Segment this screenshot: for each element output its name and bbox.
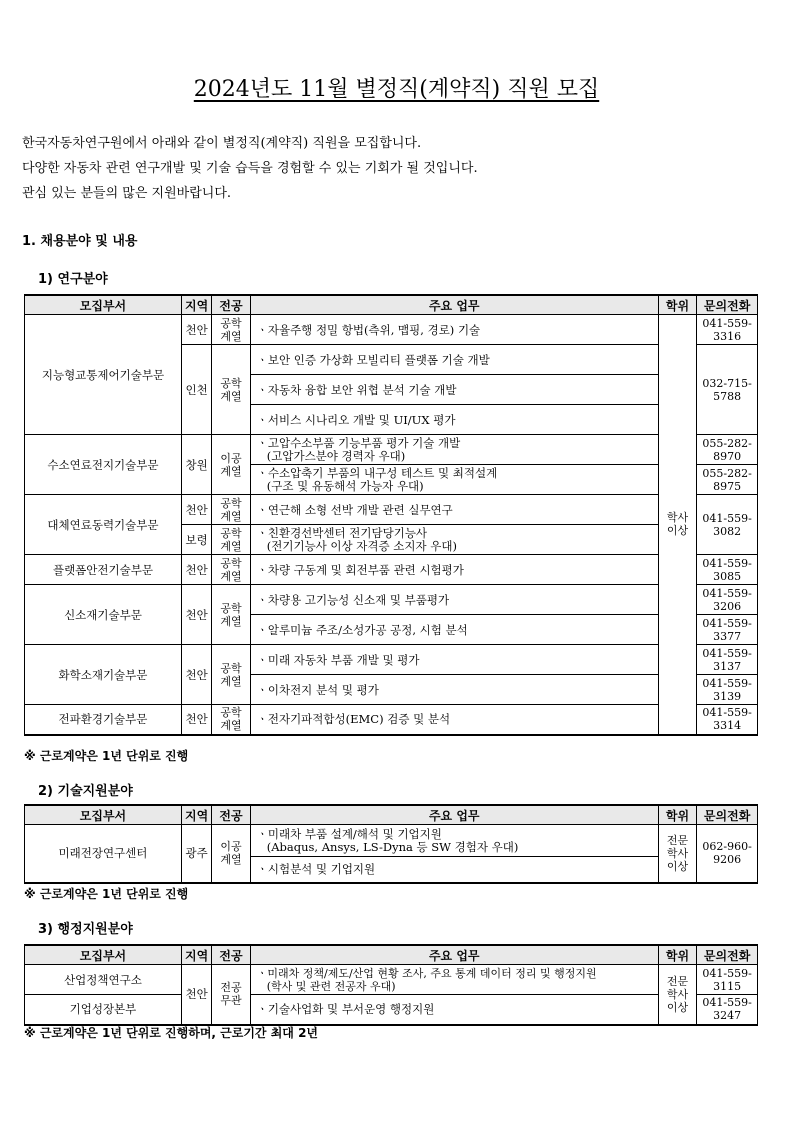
header-dept: 모집부서 xyxy=(25,945,182,965)
duty-line: ㆍ고압수소부품 기능부품 평가 기술 개발 xyxy=(256,435,461,450)
table-row xyxy=(25,995,758,1025)
region-cell: 천안 xyxy=(181,495,211,525)
duty-cell: ㆍ알루미늄 주조/소성가공 공정, 시험 분석 xyxy=(250,615,658,645)
duty-cell: ㆍ자동차 융합 보안 위협 분석 기술 개발 xyxy=(250,375,658,405)
dept-cell: 미래전장연구센터 xyxy=(25,825,182,883)
dept-cell: 지능형교통제어기술부문 xyxy=(25,315,182,435)
region-cell: 천안 xyxy=(181,965,211,1025)
header-degree: 학위 xyxy=(658,805,696,825)
header-duty: 주요 업무 xyxy=(250,805,658,825)
contract-note: ※ 근로계약은 1년 단위로 진행하며, 근로기간 최대 2년 xyxy=(24,1026,319,1040)
duty-cell xyxy=(250,435,658,465)
header-region: 지역 xyxy=(181,805,211,825)
phone-cell: 055-282-8975 xyxy=(697,465,758,495)
region-cell: 천안 xyxy=(181,585,211,645)
duty-note: (전기기능사 이상 자격증 소지자 우대) xyxy=(266,538,457,553)
table-header-row xyxy=(25,295,758,315)
table-header-row xyxy=(25,945,758,965)
contract-note: ※ 근로계약은 1년 단위로 진행 xyxy=(24,887,189,901)
duty-cell xyxy=(250,525,658,555)
research-table xyxy=(24,294,758,736)
duty-note: (고압가스분야 경력자 우대) xyxy=(266,448,406,463)
major-cell: 공학 계열 xyxy=(212,555,250,585)
header-degree: 학위 xyxy=(658,295,696,315)
dept-cell: 기업성장본부 xyxy=(25,995,182,1025)
duty-note: (학사 및 관련 전공자 우대) xyxy=(266,979,396,993)
header-dept: 모집부서 xyxy=(25,295,182,315)
duty-cell xyxy=(250,465,658,495)
major-cell: 공학 계열 xyxy=(212,585,250,645)
dept-cell: 대체연료동력기술부문 xyxy=(25,495,182,555)
table-row xyxy=(25,645,758,675)
duty-note: (Abaqus, Ansys, LS-Dyna 등 SW 경험자 우대) xyxy=(266,839,519,854)
degree-cell: 학사 이상 xyxy=(658,315,696,735)
header-major: 전공 xyxy=(212,805,250,825)
header-duty: 주요 업무 xyxy=(250,945,658,965)
phone-cell: 041-559-3377 xyxy=(697,615,758,645)
major-cell: 공학 계열 xyxy=(212,705,250,735)
header-degree: 학위 xyxy=(658,945,696,965)
dept-cell: 전파환경기술부문 xyxy=(25,705,182,735)
region-cell: 창원 xyxy=(181,435,211,495)
table-row xyxy=(25,705,758,735)
phone-cell: 041-559-3314 xyxy=(697,705,758,735)
header-duty: 주요 업무 xyxy=(250,295,658,315)
region-cell: 천안 xyxy=(181,645,211,705)
region-cell: 보령 xyxy=(181,525,211,555)
major-cell: 공학 계열 xyxy=(212,345,250,435)
table-row xyxy=(25,435,758,465)
header-region: 지역 xyxy=(181,295,211,315)
duty-line: ㆍ수소압축기 부품의 내구성 테스트 및 최적설계 xyxy=(256,465,498,480)
research-heading: 1) 연구분야 xyxy=(38,272,108,287)
duty-note: (구조 및 유동해석 가능자 우대) xyxy=(266,478,424,493)
tech-heading: 2) 기술지원분야 xyxy=(38,784,133,799)
phone-cell: 041-559-3247 xyxy=(697,995,758,1025)
major-cell: 공학 계열 xyxy=(212,495,250,525)
contract-note: ※ 근로계약은 1년 단위로 진행 xyxy=(24,749,189,763)
header-major: 전공 xyxy=(212,295,250,315)
region-cell: 천안 xyxy=(181,705,211,735)
table-row xyxy=(25,555,758,585)
admin-table xyxy=(24,944,758,1026)
major-cell: 공학 계열 xyxy=(212,315,250,345)
region-cell: 천안 xyxy=(181,555,211,585)
phone-cell: 041-559-3316 xyxy=(697,315,758,345)
duty-cell: ㆍ자율주행 정밀 항법(측위, 맵핑, 경로) 기술 xyxy=(250,315,658,345)
phone-cell: 041-559-3115 xyxy=(697,965,758,995)
table-row xyxy=(25,495,758,525)
region-cell: 천안 xyxy=(181,315,211,345)
major-cell: 이공 계열 xyxy=(212,435,250,495)
duty-cell: ㆍ차량 구동계 및 회전부품 관련 시험평가 xyxy=(250,555,658,585)
major-cell: 이공 계열 xyxy=(212,825,250,883)
phone-cell: 062-960-9206 xyxy=(697,825,758,883)
table-row xyxy=(25,315,758,345)
table-row xyxy=(25,965,758,995)
duty-cell xyxy=(250,965,658,995)
phone-cell: 041-559-3139 xyxy=(697,675,758,705)
header-phone: 문의전화 xyxy=(697,295,758,315)
duty-cell: ㆍ서비스 시나리오 개발 및 UI/UX 평가 xyxy=(250,405,658,435)
intro-text xyxy=(22,131,478,206)
intro-line: 다양한 자동차 관련 연구개발 및 기술 습득을 경험할 수 있는 기회가 될 것입니다. xyxy=(22,161,478,176)
major-cell: 공학 계열 xyxy=(212,525,250,555)
table-header-row xyxy=(25,805,758,825)
admin-heading: 3) 행정지원분야 xyxy=(38,922,133,937)
header-major: 전공 xyxy=(212,945,250,965)
phone-cell: 041-559-3082 xyxy=(697,495,758,555)
phone-cell: 041-559-3206 xyxy=(697,585,758,615)
header-phone: 문의전화 xyxy=(697,945,758,965)
region-cell: 광주 xyxy=(181,825,211,883)
phone-cell: 032-715-5788 xyxy=(697,345,758,435)
phone-cell: 041-559-3137 xyxy=(697,645,758,675)
duty-cell: ㆍ보안 인증 가상화 모빌리티 플랫폼 기술 개발 xyxy=(250,345,658,375)
region-cell: 인천 xyxy=(181,345,211,435)
phone-cell: 055-282-8970 xyxy=(697,435,758,465)
table-row xyxy=(25,825,758,857)
dept-cell: 화학소재기술부문 xyxy=(25,645,182,705)
tech-table xyxy=(24,804,758,884)
duty-cell xyxy=(250,825,658,857)
duty-line: ㆍ미래차 부품 설계/해석 및 기업지원 xyxy=(256,826,442,841)
degree-cell: 전문 학사 이상 xyxy=(658,965,696,1025)
duty-cell: ㆍ기술사업화 및 부서운영 행정지원 xyxy=(250,995,658,1025)
intro-line: 관심 있는 분들의 많은 지원바랍니다. xyxy=(22,186,232,201)
degree-cell: 전문 학사 이상 xyxy=(658,825,696,883)
intro-line: 한국자동차연구원에서 아래와 같이 별정직(계약직) 직원을 모집합니다. xyxy=(22,136,422,151)
dept-cell: 플랫폼안전기술부문 xyxy=(25,555,182,585)
section-heading: 1. 채용분야 및 내용 xyxy=(22,234,138,249)
dept-cell: 산업정책연구소 xyxy=(25,965,182,995)
header-region: 지역 xyxy=(181,945,211,965)
major-cell: 전공 무관 xyxy=(212,965,250,1025)
major-cell: 공학 계열 xyxy=(212,645,250,705)
duty-cell: ㆍ이차전지 분석 및 평가 xyxy=(250,675,658,705)
table-row xyxy=(25,585,758,615)
header-phone: 문의전화 xyxy=(697,805,758,825)
duty-cell: ㆍ미래 자동차 부품 개발 및 평가 xyxy=(250,645,658,675)
header-dept: 모집부서 xyxy=(25,805,182,825)
duty-cell: ㆍ전자기파적합성(EMC) 검증 및 분석 xyxy=(250,705,658,735)
dept-cell: 신소재기술부문 xyxy=(25,585,182,645)
duty-cell: ㆍ연근해 소형 선박 개발 관련 실무연구 xyxy=(250,495,658,525)
phone-cell: 041-559-3085 xyxy=(697,555,758,585)
dept-cell: 수소연료전지기술부문 xyxy=(25,435,182,495)
duty-line: ㆍ친환경선박센터 전기담당기능사 xyxy=(256,525,428,540)
page-title: 2024년도 11월 별정직(계약직) 직원 모집 xyxy=(193,77,600,102)
duty-line: ㆍ미래차 정책/제도/산업 현황 조사, 주요 통계 데이터 정리 및 행정지원 xyxy=(256,966,597,980)
duty-cell: ㆍ시험분석 및 기업지원 xyxy=(250,857,658,883)
duty-cell: ㆍ차량용 고기능성 신소재 및 부품평가 xyxy=(250,585,658,615)
